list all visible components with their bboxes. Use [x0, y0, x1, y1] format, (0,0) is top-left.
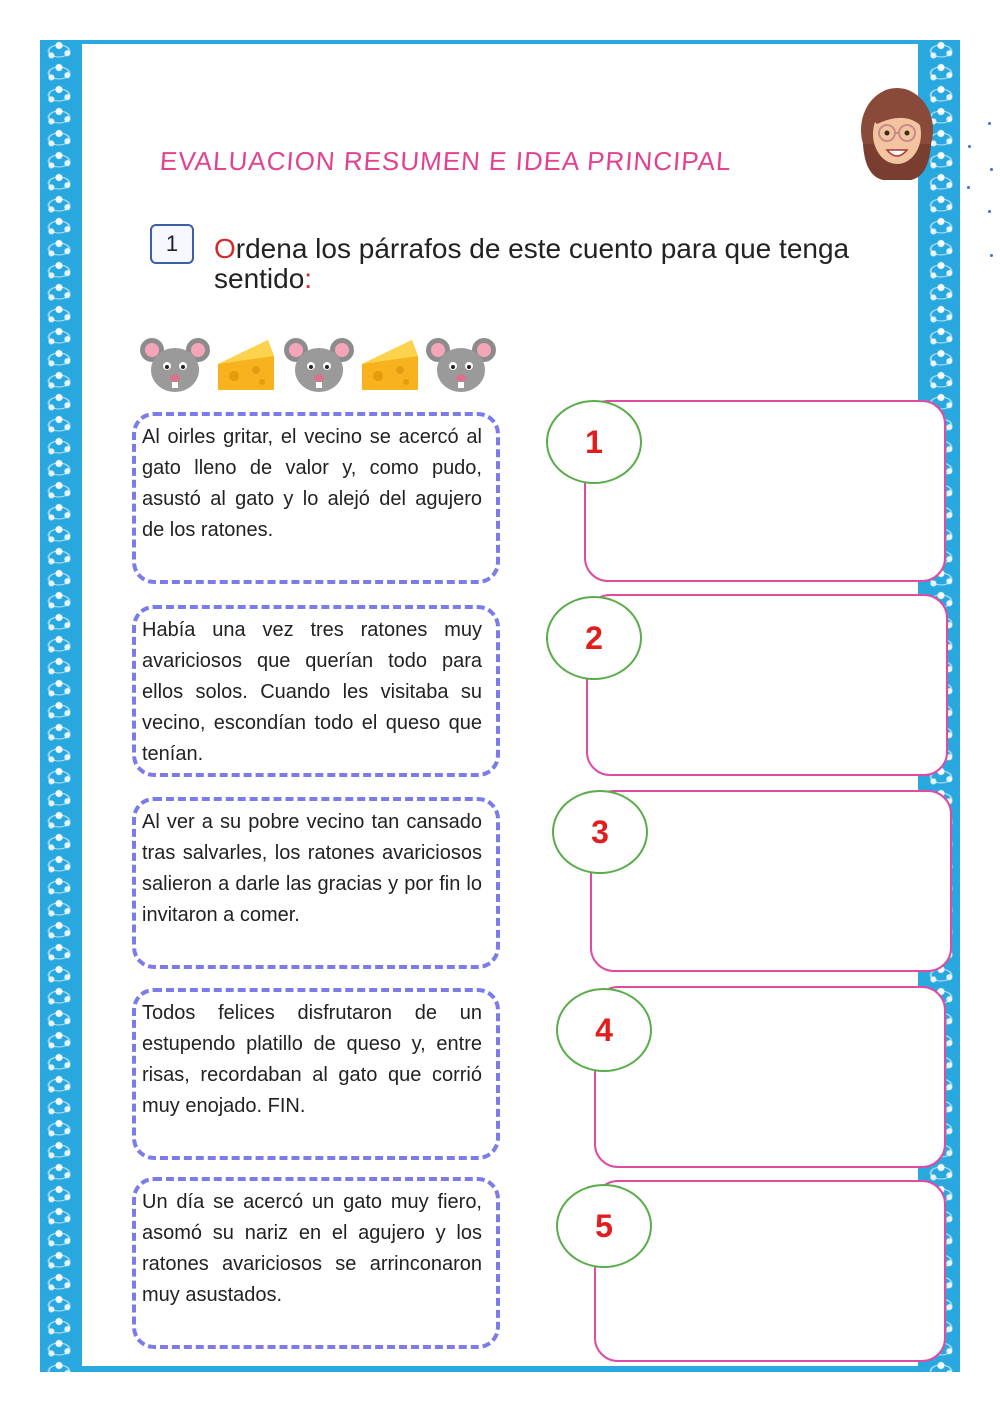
- slot-number-2: 2: [546, 596, 642, 680]
- mouse-icon: [140, 338, 210, 392]
- side-dot: [990, 254, 993, 257]
- instruction-colon: :: [304, 263, 313, 294]
- teacher-avatar-icon: [857, 84, 937, 182]
- cheese-icon: [362, 340, 418, 390]
- side-dot: [988, 122, 991, 125]
- mouse-cheese-decoration: [140, 330, 500, 400]
- mouse-icon: [426, 338, 496, 392]
- drop-slot-2[interactable]: [586, 594, 948, 776]
- paragraph-card-5[interactable]: Un día se acercó un gato muy fiero, asomó su nariz en el agujero y los ratones avariciosos se arrinconaron muy asustados.: [132, 1177, 500, 1349]
- worksheet-title: EVALUACION RESUMEN E IDEA PRINCIPAL: [158, 146, 733, 176]
- mouse-icon: [284, 338, 354, 392]
- page-frame: [40, 40, 960, 1372]
- slot-number-5: 5: [556, 1184, 652, 1268]
- decorative-border-left: [40, 40, 78, 1372]
- slot-number-1: 1: [546, 400, 642, 484]
- instruction-text: rdena los párrafos de este cuento para que tenga sentido: [214, 233, 850, 294]
- question-number-badge: 1: [150, 224, 194, 264]
- side-dot: [967, 186, 970, 189]
- slot-number-3: 3: [552, 790, 648, 874]
- question-instruction: [214, 234, 944, 294]
- slot-number-4: 4: [556, 988, 652, 1072]
- worksheet-page: [82, 44, 918, 1366]
- side-dot: [990, 168, 993, 171]
- side-dot: [968, 145, 971, 148]
- paragraph-card-2[interactable]: Había una vez tres ratones muy avariciosos que querían todo para ellos solos. Cuando les visitaba su vecino, escondían todo el queso que tenían.: [132, 605, 500, 777]
- paragraph-card-3[interactable]: Al ver a su pobre vecino tan cansado tras salvarles, los ratones avariciosos salieron a darle las gracias y por fin lo invitaron a comer.: [132, 797, 500, 969]
- side-dot: [988, 210, 991, 213]
- instruction-first-letter: O: [214, 233, 236, 264]
- cheese-icon: [218, 340, 274, 390]
- paragraph-card-4[interactable]: Todos felices disfrutaron de un estupendo platillo de queso y, entre risas, recordaban al gato que corrió muy enojado. FIN.: [132, 988, 500, 1160]
- paragraph-card-1[interactable]: Al oirles gritar, el vecino se acercó al gato lleno de valor y, como pudo, asustó al gato y lo alejó del agujero de los ratones.: [132, 412, 500, 584]
